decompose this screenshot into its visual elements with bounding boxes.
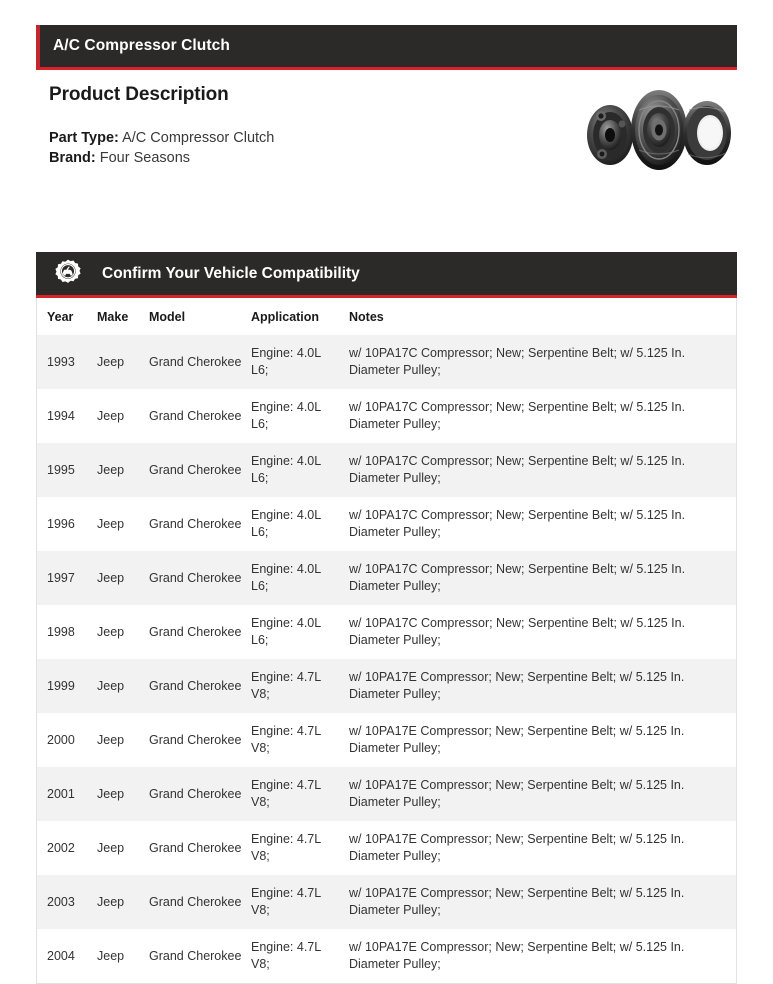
cell-make: Jeep bbox=[97, 605, 149, 659]
cell-year: 2001 bbox=[37, 767, 97, 821]
cell-application: Engine: 4.7L V8; bbox=[251, 767, 349, 821]
table-body bbox=[37, 335, 736, 983]
clutch-parts-illustration bbox=[577, 80, 742, 180]
cell-application: Engine: 4.0L L6; bbox=[251, 335, 349, 389]
product-title-bar bbox=[36, 25, 737, 70]
cell-make: Jeep bbox=[97, 821, 149, 875]
cell-notes: w/ 10PA17C Compressor; New; Serpentine Belt; w/ 5.125 In. Diameter Pulley; bbox=[349, 389, 736, 443]
brand-label: Brand: bbox=[49, 150, 96, 166]
table-row bbox=[37, 443, 736, 497]
column-header-application: Application bbox=[251, 298, 349, 335]
clutch-hub-part bbox=[587, 105, 633, 165]
clutch-pulley-part bbox=[631, 90, 687, 170]
cell-model: Grand Cherokee bbox=[149, 767, 251, 821]
cell-make: Jeep bbox=[97, 335, 149, 389]
cell-notes: w/ 10PA17E Compressor; New; Serpentine Belt; w/ 5.125 In. Diameter Pulley; bbox=[349, 767, 736, 821]
table-row bbox=[37, 713, 736, 767]
cell-model: Grand Cherokee bbox=[149, 929, 251, 983]
cell-year: 2000 bbox=[37, 713, 97, 767]
cell-notes: w/ 10PA17E Compressor; New; Serpentine Belt; w/ 5.125 In. Diameter Pulley; bbox=[349, 659, 736, 713]
cell-year: 1995 bbox=[37, 443, 97, 497]
product-description-heading: Product Description bbox=[49, 84, 229, 105]
cell-make: Jeep bbox=[97, 875, 149, 929]
cell-year: 1994 bbox=[37, 389, 97, 443]
cell-model: Grand Cherokee bbox=[149, 605, 251, 659]
cell-application: Engine: 4.7L V8; bbox=[251, 875, 349, 929]
cell-application: Engine: 4.0L L6; bbox=[251, 551, 349, 605]
cell-notes: w/ 10PA17E Compressor; New; Serpentine Belt; w/ 5.125 In. Diameter Pulley; bbox=[349, 929, 736, 983]
cell-application: Engine: 4.7L V8; bbox=[251, 929, 349, 983]
part-type-label: Part Type: bbox=[49, 130, 119, 146]
cell-year: 2002 bbox=[37, 821, 97, 875]
cell-make: Jeep bbox=[97, 767, 149, 821]
cell-year: 2004 bbox=[37, 929, 97, 983]
cell-application: Engine: 4.0L L6; bbox=[251, 605, 349, 659]
cell-application: Engine: 4.7L V8; bbox=[251, 821, 349, 875]
cell-notes: w/ 10PA17C Compressor; New; Serpentine Belt; w/ 5.125 In. Diameter Pulley; bbox=[349, 605, 736, 659]
cell-year: 2003 bbox=[37, 875, 97, 929]
compatibility-table bbox=[37, 298, 736, 983]
cell-model: Grand Cherokee bbox=[149, 551, 251, 605]
cell-model: Grand Cherokee bbox=[149, 821, 251, 875]
cell-make: Jeep bbox=[97, 929, 149, 983]
table-row bbox=[37, 335, 736, 389]
cell-model: Grand Cherokee bbox=[149, 659, 251, 713]
cell-notes: w/ 10PA17C Compressor; New; Serpentine Belt; w/ 5.125 In. Diameter Pulley; bbox=[349, 497, 736, 551]
clutch-coil-ring-part bbox=[683, 101, 731, 165]
cell-notes: w/ 10PA17E Compressor; New; Serpentine Belt; w/ 5.125 In. Diameter Pulley; bbox=[349, 875, 736, 929]
cell-model: Grand Cherokee bbox=[149, 875, 251, 929]
compatibility-title-bar bbox=[36, 252, 737, 298]
table-row bbox=[37, 821, 736, 875]
compatibility-title: Confirm Your Vehicle Compatibility bbox=[102, 264, 360, 282]
cell-application: Engine: 4.7L V8; bbox=[251, 713, 349, 767]
column-header-notes: Notes bbox=[349, 298, 736, 335]
cell-model: Grand Cherokee bbox=[149, 335, 251, 389]
table-row bbox=[37, 767, 736, 821]
cell-notes: w/ 10PA17E Compressor; New; Serpentine Belt; w/ 5.125 In. Diameter Pulley; bbox=[349, 821, 736, 875]
column-header-make: Make bbox=[97, 298, 149, 335]
cell-application: Engine: 4.0L L6; bbox=[251, 443, 349, 497]
column-header-model: Model bbox=[149, 298, 251, 335]
cell-model: Grand Cherokee bbox=[149, 443, 251, 497]
table-head bbox=[37, 298, 736, 335]
cell-year: 1997 bbox=[37, 551, 97, 605]
cell-make: Jeep bbox=[97, 551, 149, 605]
brand-value: Four Seasons bbox=[99, 150, 191, 166]
product-title: A/C Compressor Clutch bbox=[53, 37, 230, 54]
column-header-year: Year bbox=[37, 298, 97, 335]
cell-application: Engine: 4.0L L6; bbox=[251, 497, 349, 551]
part-type-value: A/C Compressor Clutch bbox=[122, 130, 275, 146]
cell-application: Engine: 4.7L V8; bbox=[251, 659, 349, 713]
cell-notes: w/ 10PA17C Compressor; New; Serpentine Belt; w/ 5.125 In. Diameter Pulley; bbox=[349, 335, 736, 389]
table-row bbox=[37, 551, 736, 605]
cell-application: Engine: 4.0L L6; bbox=[251, 389, 349, 443]
table-row bbox=[37, 659, 736, 713]
gear-vehicle-icon bbox=[52, 258, 84, 290]
cell-make: Jeep bbox=[97, 389, 149, 443]
vehicle-compatibility-section bbox=[36, 252, 737, 984]
cell-model: Grand Cherokee bbox=[149, 497, 251, 551]
table-row bbox=[37, 875, 736, 929]
table-row bbox=[37, 389, 736, 443]
cell-make: Jeep bbox=[97, 713, 149, 767]
product-image bbox=[577, 80, 742, 180]
cell-model: Grand Cherokee bbox=[149, 389, 251, 443]
compatibility-table-container bbox=[36, 298, 737, 984]
table-row bbox=[37, 605, 736, 659]
cell-year: 1999 bbox=[37, 659, 97, 713]
cell-make: Jeep bbox=[97, 497, 149, 551]
cell-notes: w/ 10PA17C Compressor; New; Serpentine Belt; w/ 5.125 In. Diameter Pulley; bbox=[349, 443, 736, 497]
cell-year: 1996 bbox=[37, 497, 97, 551]
table-header-row bbox=[37, 298, 736, 335]
cell-year: 1993 bbox=[37, 335, 97, 389]
cell-notes: w/ 10PA17E Compressor; New; Serpentine Belt; w/ 5.125 In. Diameter Pulley; bbox=[349, 713, 736, 767]
cell-make: Jeep bbox=[97, 443, 149, 497]
table-row bbox=[37, 929, 736, 983]
cell-notes: w/ 10PA17C Compressor; New; Serpentine Belt; w/ 5.125 In. Diameter Pulley; bbox=[349, 551, 736, 605]
cell-model: Grand Cherokee bbox=[149, 713, 251, 767]
table-row bbox=[37, 497, 736, 551]
cell-year: 1998 bbox=[37, 605, 97, 659]
cell-make: Jeep bbox=[97, 659, 149, 713]
